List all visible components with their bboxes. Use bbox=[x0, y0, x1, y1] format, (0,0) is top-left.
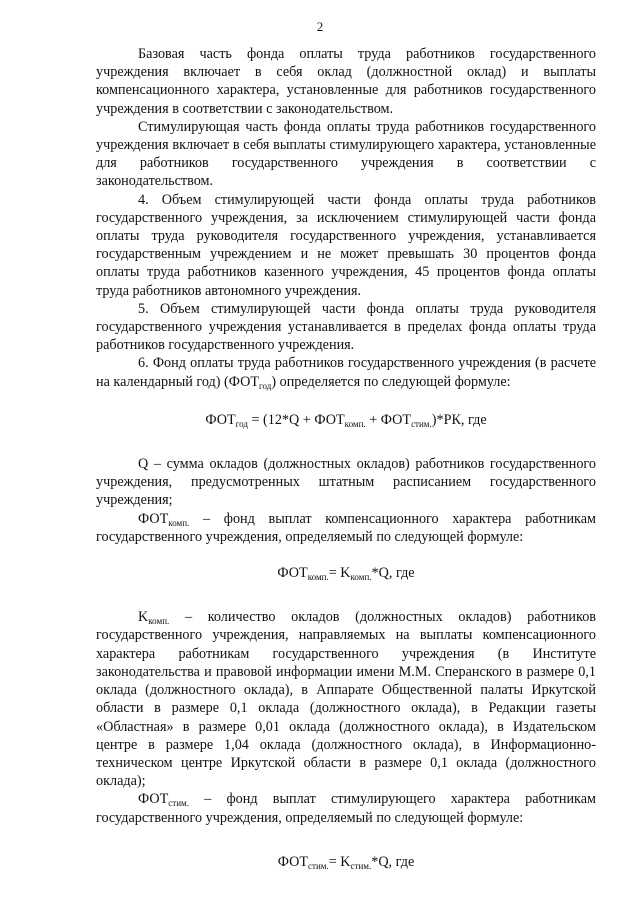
subscript: стим. bbox=[168, 798, 189, 809]
paragraph-text: ) определяется по следующей формуле: bbox=[271, 373, 511, 390]
formula-term: )*РК, где bbox=[431, 411, 487, 428]
formula-term: + ФОТ bbox=[365, 411, 412, 428]
paragraph-text: K bbox=[138, 609, 149, 626]
paragraph-stimulating-part: Стимулирующая часть фонда оплаты труда работников государственного учреждения включает в себя выплаты стимулирующего характера, установленные для работников государственного учреждения в соответствии с законодательством. bbox=[96, 118, 596, 190]
formula-term: ФОТ bbox=[205, 411, 236, 428]
subscript: стим. bbox=[411, 418, 432, 429]
paragraph-text: – фонд выплат стимулирующего характера работникам государственного учреждения, определяемый по следующей формуле: bbox=[96, 791, 596, 826]
formula-term: = K bbox=[328, 565, 351, 582]
paragraph-fot-comp-definition bbox=[96, 510, 596, 546]
subscript: стим. bbox=[350, 860, 372, 871]
formula-term: *Q, где bbox=[371, 565, 415, 582]
subscript: год bbox=[235, 418, 248, 429]
paragraph-item-6 bbox=[96, 354, 596, 390]
paragraph-fot-stim-definition bbox=[96, 790, 596, 826]
subscript: стим. bbox=[308, 860, 329, 871]
formula-fot-stim bbox=[96, 853, 596, 871]
paragraph-k-comp-definition bbox=[96, 608, 596, 790]
subscript: год bbox=[259, 380, 272, 391]
subscript: комп. bbox=[168, 517, 190, 528]
paragraph-q-definition: Q – сумма окладов (должностных окладов) работников государственного учреждения, предусмотренных штатным расписанием государственного учреждения; bbox=[96, 456, 596, 509]
subscript: комп. bbox=[344, 418, 366, 429]
document-body bbox=[96, 45, 596, 871]
paragraph-text: ФОТ bbox=[138, 510, 169, 527]
formula-term: ФОТ bbox=[277, 853, 309, 870]
paragraph-text: 6. Фонд оплаты труда работников государственного учреждения (в расчете на календарный год) (ФОТ bbox=[96, 355, 596, 390]
formula-term: = K bbox=[328, 853, 351, 870]
subscript: комп. bbox=[350, 572, 372, 583]
paragraph-base-part: Базовая часть фонда оплаты труда работников государственного учреждения включает в себя оклад (должностной оклад) и выплаты компенсационного характера, установленные для работников государственного учреждения в соответствии с законодательством. bbox=[96, 46, 596, 117]
formula-term: = (12*Q + ФОТ bbox=[247, 411, 345, 428]
subscript: комп. bbox=[307, 572, 329, 583]
formula-fot-year bbox=[96, 411, 596, 429]
formula-term: ФОТ bbox=[277, 565, 308, 582]
page-number: 2 bbox=[316, 19, 324, 34]
paragraph-item-5: 5. Объем стимулирующей части фонда оплаты труда руководителя государственного учреждения устанавливается в пределах фонда оплаты труда работников государственного учреждения. bbox=[96, 300, 596, 354]
paragraph-text: – фонд выплат компенсационного характера работникам государственного учреждения, определяемый по следующей формуле: bbox=[96, 510, 596, 545]
paragraph-text: – количество окладов (должностных окладов) работников государственного учреждения, направляемых на выплаты компенсационного характера работникам государственного учреждения (в Институте законодательства и правовой информации имени М.М. Сперанского в размере 0,1 оклада (должностного оклада), в Аппарате Общественной палаты Иркутской области в размере 0,1 оклада (должностного оклада), в Редакции газеты «Областная» в размере 0,01 оклада (должностного оклада), в Издательском центре в размере 1,04 оклада (должностного оклада), в Информационно-техническом центре Иркутской области в размере 0,1 оклада (должностного оклада); bbox=[96, 609, 596, 790]
paragraph-text: ФОТ bbox=[138, 791, 169, 808]
formula-term: *Q, где bbox=[371, 853, 415, 870]
subscript: комп. bbox=[148, 616, 170, 627]
paragraph-item-4: 4. Объем стимулирующей части фонда оплаты труда работников государственного учреждения, за исключением стимулирующей части фонда оплаты труда руководителя государственного учреждения, устанавливается государственным учреждением и не может превышать 30 процентов фонда оплаты труда работников казенного учреждения, 45 процентов фонда оплаты труда работников автономного учреждения. bbox=[96, 191, 596, 299]
formula-fot-comp bbox=[96, 564, 596, 582]
